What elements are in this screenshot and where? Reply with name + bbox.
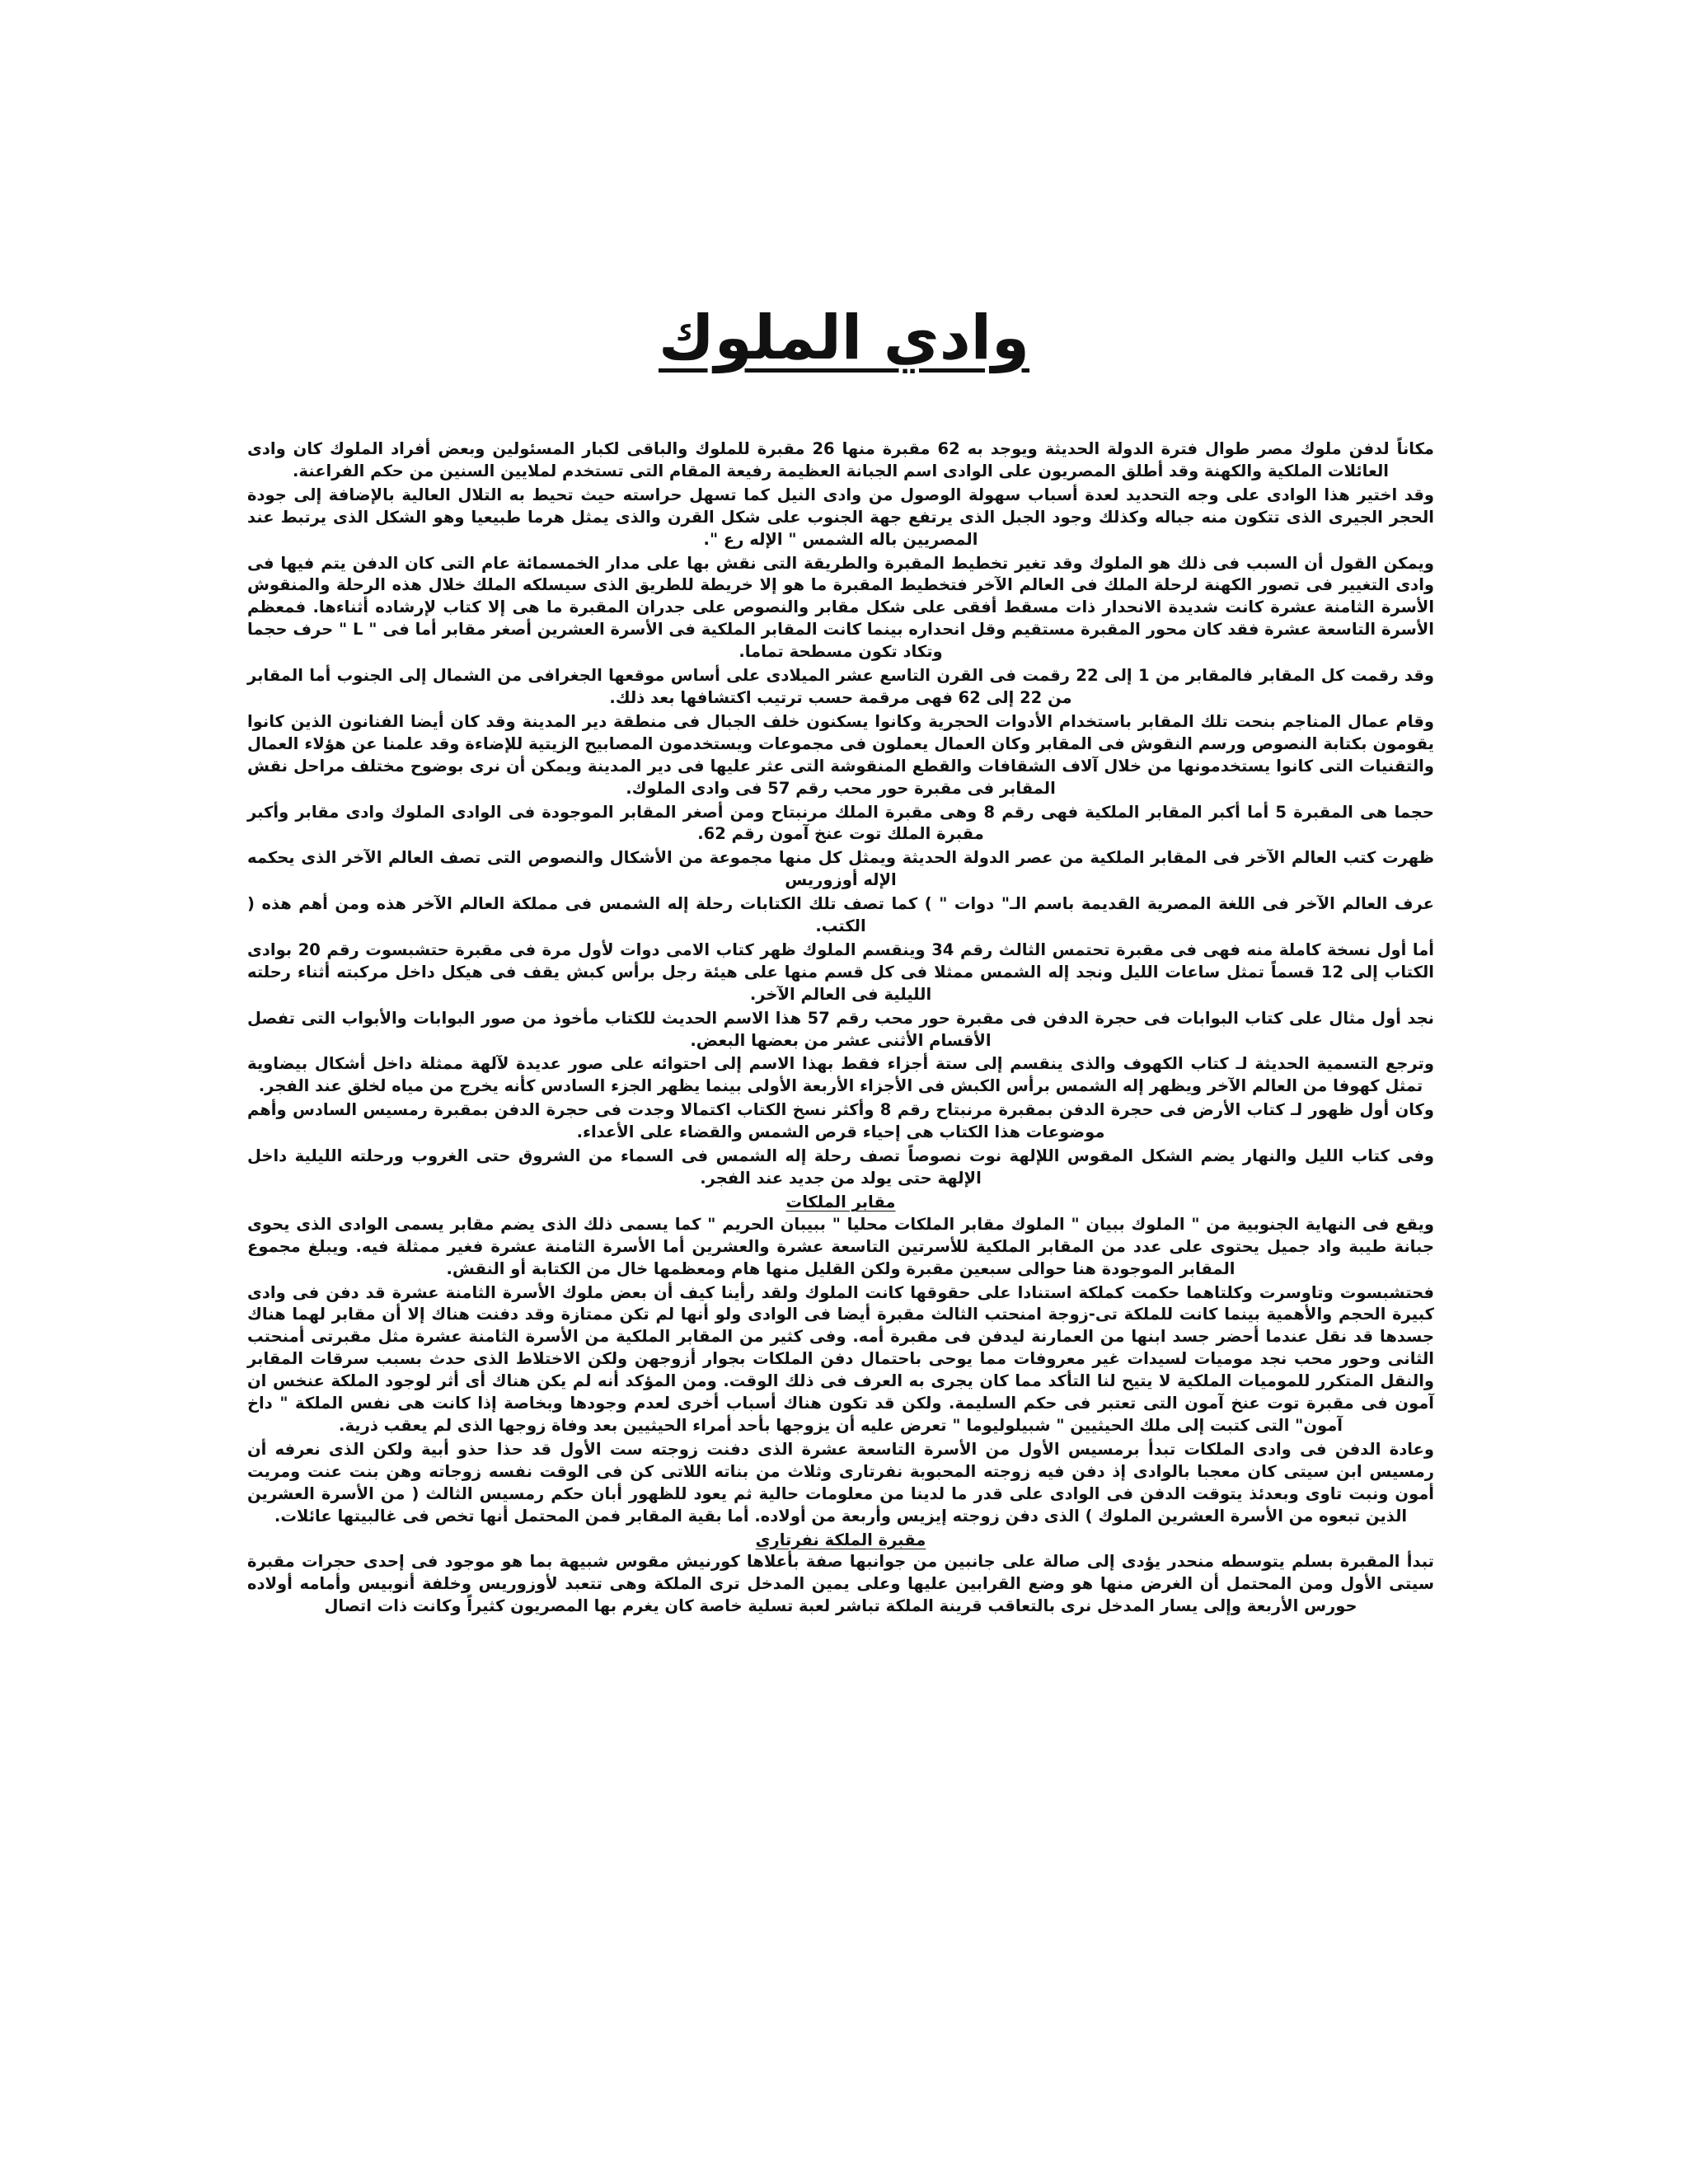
paragraph: أما أول نسخة كاملة منه فهى فى مقبرة تحتمس الثالث رقم 34 وينقسم الملوك ظهر كتاب الامى دوات لأول مرة فى مقبرة حتشبسوت رقم 20 بوادى الكتاب إلى 12 قسماً تمثل ساعات الليل ونجد إله الشمس ممثلا فى كل قسم منها على هيئة رجل برأس كبش يقف فى هيكل داخل مركبته أثناء رحلته الليلية فى العالم الآخر. bbox=[247, 940, 1434, 1004]
page-title: وادي الملوك bbox=[658, 302, 1030, 373]
paragraph: وقد رقمت كل المقابر فالمقابر من 1 إلى 22 رقمت فى القرن التاسع عشر الميلادى على أساس موقعها الجغرافى من الشمال إلى الجنوب أما المقابر من 22 إلى 62 فهى مرقمة حسب ترتيب اكتشافها بعد ذلك. bbox=[247, 666, 1434, 707]
paragraph: وترجع التسمية الحديثة لـ كتاب الكهوف والذى ينقسم إلى ستة أجزاء فقط بهذا الاسم إلى احتوائه على صور عديدة لآلهة ممثلة داخل أشكال بيضاوية تمثل كهوفا من العالم الآخر ويظهر إله الشمس برأس الكبش فى الأجزاء الأربعة الأولى بينما يظهر الجزء السادس كأنه يخرج من مياه لخلق عند الفجر. bbox=[247, 1054, 1434, 1096]
section-heading-nefertari-tomb: مقبرة الملكة نفرتارى bbox=[755, 1530, 926, 1549]
paragraph: وقد اختير هذا الوادى على وجه التحديد لعدة أسباب سهولة الوصول من وادى النيل كما تسهل حراسته حيث تحيط به التلال العالية بالإضافة إلى جودة الحجر الجيرى الذى تتكون منه جباله وكذلك وجود الجبل الذى يرتفع جهة الجنوب على شكل القرن والذى يمثل هرما طبيعيا وهو الشكل الذى يرتبط عند المصريين باله الشمس " الإله رع ". bbox=[247, 485, 1434, 549]
paragraph: وقام عمال المناجم بنحت تلك المقابر باستخدام الأدوات الحجرية وكانوا يسكنون خلف الجبال فى منطقة دير المدينة وقد كان أيضا الفنانون الذين كانوا يقومون بكتابة النصوص ورسم النقوش فى المقابر وكان العمال يعملون فى مجموعات ويستخدمون المصابيح الزيتية للإضاءة وقد علمنا عن هؤلاء العمال والتقنيات التى كانوا يستخدمونها من خلال آلاف الشقافات والقطع المنقوشة التى عثر عليها فى دير المدينة ويمكن أن نرى بوضوح مختلف مراحل نقش المقابر فى مقبرة حور محب رقم 57 فى وادى الملوك. bbox=[247, 711, 1434, 798]
paragraph: وعادة الدفن فى وادى الملكات تبدأ برمسيس الأول من الأسرة التاسعة عشرة الذى دفنت زوجته ست الأول قد حذا حذو أبية ولكن الذى نعرفه أن رمسيس ابن سيتى كان معجبا بالوادى إذ دفن فيه زوجته المحبوبة نفرتارى وثلاث من بناته اللاتى كن فى الوقت نفسه زوجاته وهن بنت عنت ومريت أمون ونبت تاوى وبعدئذ يتوقت الدفن فى الوادى على قدر ما لدينا من معلومات حالية ثم يعود للظهور أبان حكم رمسيس الثالث ( من الأسرة العشرين الذين تبعوه من الأسرة العشرين الملوك ) الذى دفن زوجته إيزيس وأربعة من أولاده. أما بقية المقابر فمن المحتمل أنها تخص فى غالبيتها عائلات. bbox=[247, 1439, 1434, 1526]
paragraph: وفى كتاب الليل والنهار يضم الشكل المقوس اللإلهة نوت نصوصاً تصف رحلة إله الشمس فى السماء من الشروق حتى الغروب ورحلته الليلية داخل الإلهة حتى يولد من جديد عند الفجر. bbox=[247, 1146, 1434, 1188]
paragraph: حجما هى المقبرة 5 أما أكبر المقابر الملكية فهى رقم 8 وهى مقبرة الملك مرنبتاح ومن أصغر المقابر الموجودة فى الوادى الملوك وادى مقابر وأكبر مقبرة الملك توت عنخ آمون رقم 62. bbox=[247, 802, 1434, 844]
paragraph: ويقع فى النهاية الجنوبية من " الملوك ببيان " الملوك مقابر الملكات محليا " ببيبان الحريم " كما يسمى ذلك الذى يضم مقابر يسمى الوادى الذى يحوى جبانة طيبة واد جميل يحتوى على عدد من المقابر الملكية للأسرتين التاسعة عشرة والعشرين أما الأسرة الثامنة عشرة فغير ممثلة فيه. ويبلغ مجموع المقابر الموجودة هنا حوالى سبعين مقبرة ولكن القليل منها هام ومعظمها خال من الكتابة أو النقش. bbox=[247, 1214, 1434, 1278]
paragraph: ظهرت كتب العالم الآخر فى المقابر الملكية من عصر الدولة الحديثة ويمثل كل منها مجموعة من الأشكال والنصوص التى تصف العالم الآخر الذى يحكمه الإله أوزوريس bbox=[247, 848, 1434, 890]
document-body bbox=[247, 438, 1434, 1619]
paragraph: عرف العالم الآخر فى اللغة المصرية القديمة باسم الـ" دوات " ) كما تصف تلك الكتابات رحلة إله الشمس فى مملكة العالم الآخر هذه ومن أهم هذه ( الكتب. bbox=[247, 894, 1434, 936]
section-heading-queens-tombs: مقابر الملكات bbox=[785, 1192, 896, 1212]
paragraph: مكاناً لدفن ملوك مصر طوال فترة الدولة الحديثة ويوجد به 62 مقبرة منها 26 مقبرة للملوك والباقى لكبار المسئولين وبعض أفراد الملوك كان وادى العائلات الملكية والكهنة وقد أطلق المصريون على الوادى اسم الجبانة العظيمة رفيعة المقام التى تستخدم لملايين السنين من حكم الفراعنة. bbox=[247, 439, 1434, 480]
paragraph: نجد أول مثال على كتاب البوابات فى حجرة الدفن فى مقبرة حور محب رقم 57 هذا الاسم الحديث للكتاب مأخوذ من صور البوابات والأبواب التى تفصل الأقسام الأثنى عشر من بعضها البعض. bbox=[247, 1008, 1435, 1050]
paragraph: تبدأ المقبرة بسلم يتوسطه منحدر يؤدى إلى صالة على جانبين من جوانبها صفة بأعلاها كورنيش مقوس شبيهة بما هو موجود فى إحدى حجرات مقبرة سيتى الأول ومن المحتمل أن الغرض منها هو وضع القرابين عليها وعلى يمين المدخل ترى الملكة وهى تتعبد لأوزوريس وخلفة أنوبيس وأمامه أولاده حورس الأربعة وإلى يسار المدخل نرى بالتعاقب قرينة الملكة تباشر لعبة تسلية خاصة كان يغرم بها المصريون كثيراً وكانت ذات اتصال bbox=[247, 1552, 1434, 1616]
paragraph: وكان أول ظهور لـ كتاب الأرض فى حجرة الدفن بمقبرة مرنبتاح رقم 8 وأكثر نسخ الكتاب اكتمالا وجدت فى حجرة الدفن بمقبرة رمسيس السادس وأهم موضوعات هذا الكتاب هى إحياء قرص الشمس والقضاء على الأعداء. bbox=[247, 1100, 1434, 1142]
paragraph: ويمكن القول أن السبب فى ذلك هو الملوك وقد تغير تخطيط المقبرة والطريقة التى نقش بها على مدار الخمسمائة عام التى كان الدفن يتم فيها فى وادى التغيير فى تصور الكهنة لرحلة الملك فى العالم الآخر فتخطيط المقبرة ما هو إلا خريطة للطريق الذى سيسلكه الملك خلال هذه الرحلة والمنقوش الأسرة الثامنة عشرة كانت شديدة الانحدار ذات مسقط أفقى على شكل مقابر والنصوص على جدران المقبرة ما هى إلا كتاب لإرشاده أثناءها. فمعظم الأسرة التاسعة عشرة فقد كان محور المقبرة مستقيم وقل انحداره بينما كانت المقابر الملكية فى الأسرة العشرين أصغر مقابر أما فى " L " حرف حجما وتكاد تكون مسطحة تماما. bbox=[247, 553, 1434, 662]
paragraph: فحتشبسوت وتاوسرت وكلتاهما حكمت كملكة استنادا على حقوقها كانت الملوك ولقد رأينا كيف أن بعض ملوك الأسرة الثامنة عشرة قد دفن فى وادى كبيرة الحجم والأهمية بينما كانت للملكة تى-زوجة امنحتب الثالث مقبرة أيضا فى الوادى ولو أنها لم تكن ممتازة وقد دفنت هناك إلا أن مقابر لهما هناك جسدها قد نقل عندما أحضر جسد ابنها من العمارنة ليدفن فى مقبرة أمه. وفى كثير من المقابر الملكية من الأسرة الثامنة عشرة مثل مقبرتى أمنحتب الثانى وحور محب نجد موميات لسيدات غير معروفات مما يوحى باحتمال دفن الملكات بجوار أزوجهن ولكن الاختلاط الذى حدث بسبب سرقات المقابر والنقل المتكرر للموميات الملكية لا يتيح لنا التأكد مما كان يجرى به العرف فى ذلك الوقت. ومن المؤكد أنه لم يكن هناك أى أثر لوجود الملكة عنخس ان آمون فى مقبرة توت عنخ آمون التى تعتبر فى حكم السليمة. ولكن قد تكون هناك أسباب أخرى لعدم وجودها وبخاصة إذا كانت هى نفس الملكة " داخ آمون" التى كتبت إلى ملك الحيثيين " شبيلوليوما " تعرض عليه أن يزوجها بأحد أمراء الحيثيين بعد وفاة زوجها الذى لم يعقب ذرية. bbox=[247, 1282, 1434, 1435]
